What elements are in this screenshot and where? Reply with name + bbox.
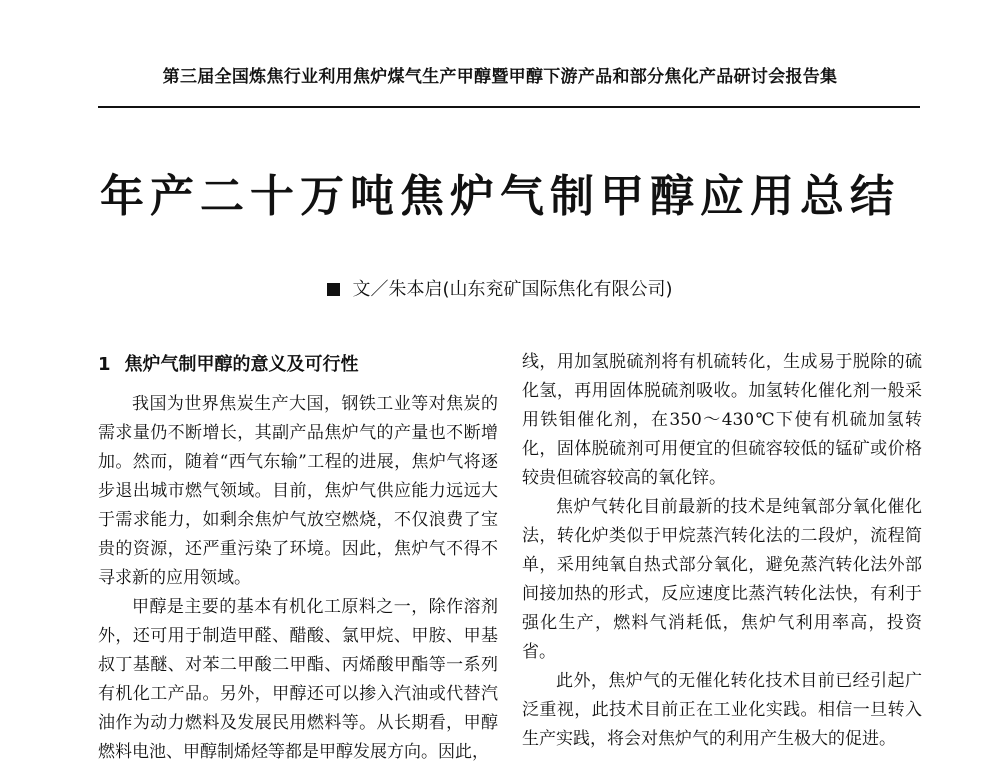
byline (60, 275, 940, 301)
paragraph: 线，用加氢脱硫剂将有机硫转化，生成易于脱除的硫化氢，再用固体脱硫剂吸收。加氢转化催化剂一般采用铁钼催化剂，在350～430℃下使有机硫加氢转化，固体脱硫剂可用便宜的但硫容较低的锰矿或价格较贵但硫容较高的氧化锌。 (522, 352, 922, 488)
section-heading (98, 348, 498, 390)
header-rule (98, 106, 920, 108)
left-column (98, 348, 498, 767)
section-title: 焦炉气制甲醇的意义及可行性 (124, 354, 359, 375)
article-title: 年产二十万吨焦炉气制甲醇应用总结 (100, 171, 900, 222)
paragraph: 我国为世界焦炭生产大国，钢铁工业等对焦炭的需求量仍不断增长，其副产品焦炉气的产量也不断增加。然而，随着“西气东输”工程的进展，焦炉气将逐步退出城市燃气领域。目前，焦炉气供应能力远远大于需求能力，如剩余焦炉气放空燃烧，不仅浪费了宝贵的资源，还严重污染了环境。因此，焦炉气不得不寻求新的应用领域。 (98, 394, 498, 588)
paragraph: 焦炉气转化目前最新的技术是纯氧部分氧化催化法，转化炉类似于甲烷蒸汽转化法的二段炉，流程简单，采用纯氧自热式部分氧化，避免蒸汽转化法外部间接加热的形式，反应速度比蒸汽转化法快，有利于强化生产，燃料气消耗低，焦炉气利用率高，投资省。 (522, 497, 922, 662)
paragraph: 甲醇是主要的基本有机化工原料之一，除作溶剂外，还可用于制造甲醛、醋酸、氯甲烷、甲胺、甲基叔丁基醚、对苯二甲酸二甲酯、丙烯酸甲酯等一系列有机化工产品。另外，甲醇还可以掺入汽油或代替汽油作为动力燃料及发展民用燃料等。从长期看，甲醇燃料电池、甲醇制烯烃等都是甲醇发展方向。因此， (98, 597, 498, 762)
black-square-icon (327, 283, 340, 296)
section-number: 1 (98, 354, 111, 375)
running-header: 第三届全国炼焦行业利用焦炉煤气生产甲醇暨甲醇下游产品和部分焦化产品研讨会报告集 (162, 67, 838, 87)
byline-text: 文／朱本启(山东兖矿国际焦化有限公司) (352, 279, 673, 300)
paragraph: 此外，焦炉气的无催化转化技术目前已经引起广泛重视，此技术目前正在工业化实践。相信一旦转入生产实践，将会对焦炉气的利用产生极大的促进。 (522, 671, 922, 749)
right-column (522, 348, 922, 754)
